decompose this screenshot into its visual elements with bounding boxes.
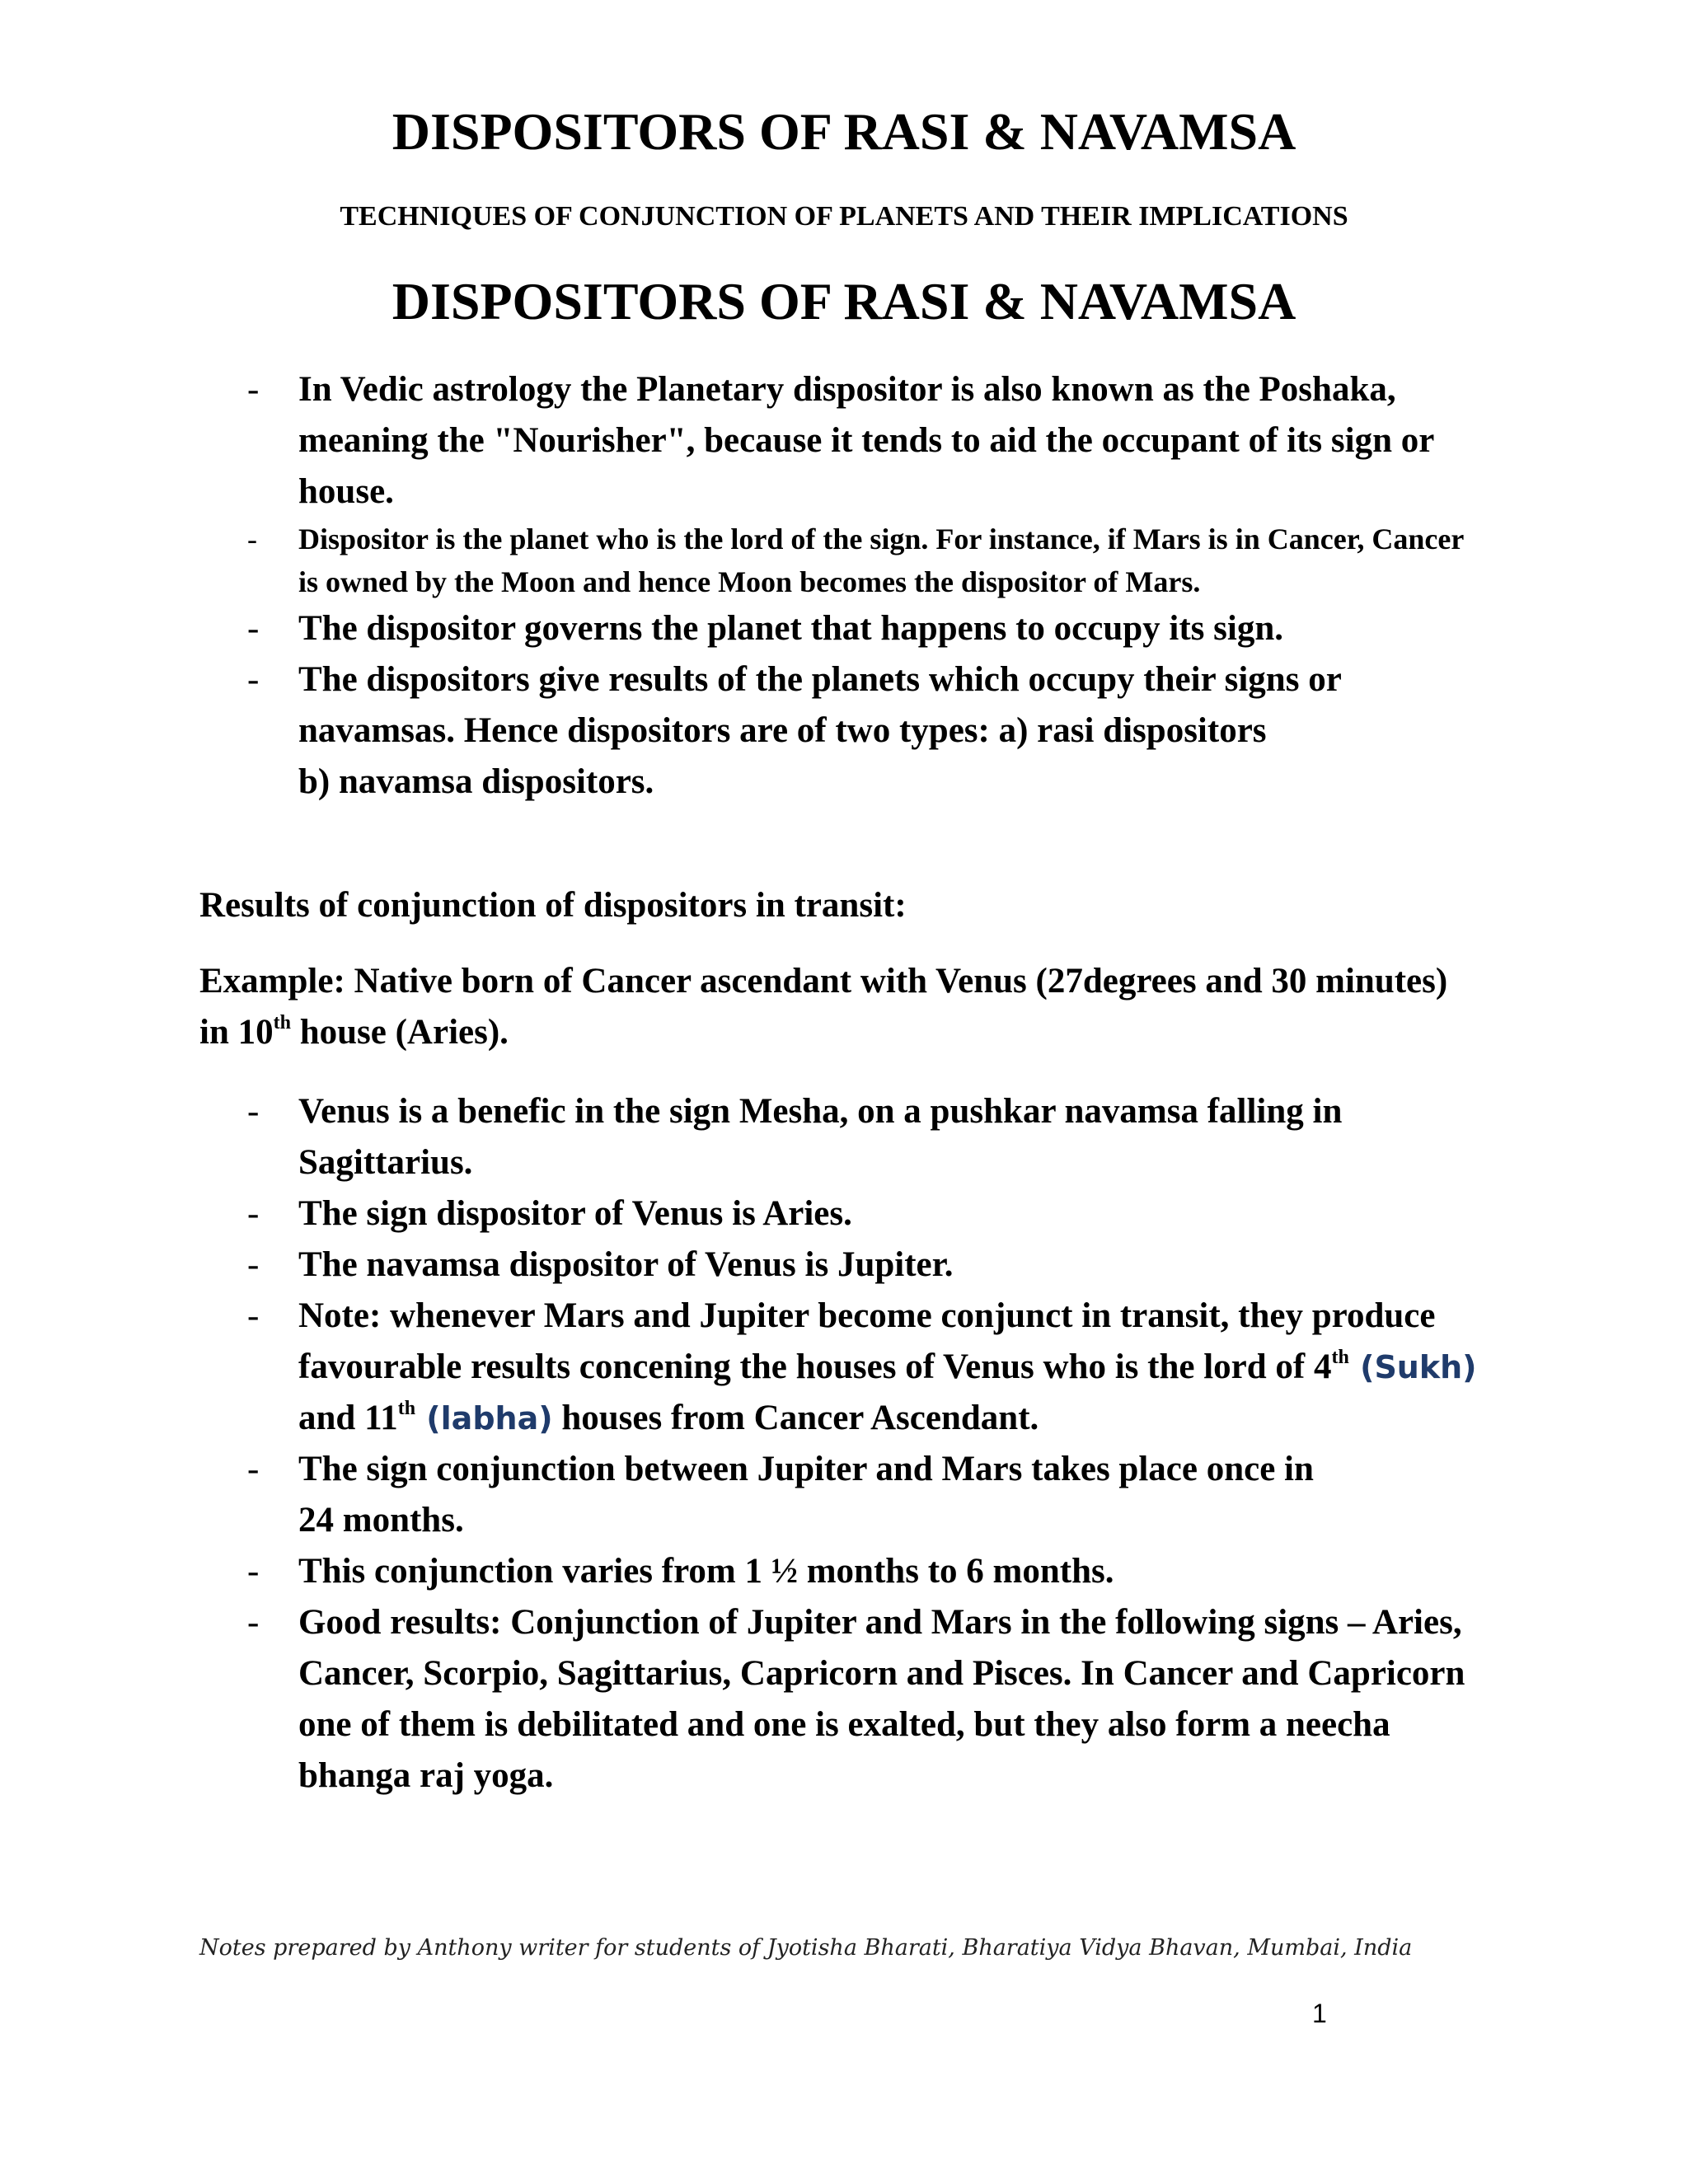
example-bullet-duration: [0, 1546, 1688, 1597]
example-text-end: house (Aries).: [290, 1013, 509, 1052]
labha-label: (labha): [415, 1400, 553, 1436]
bullet-dash: -: [247, 609, 260, 648]
bullet-dash: -: [247, 1450, 260, 1488]
example-bullet-text: Good results: Conjunction of Jupiter and Mars in the following signs – Aries, Cancer, Scorpio, Sagittarius, Capricorn and Pisces. In Cancer and Capricorn one of them is debilitated and one is exalted, but they also form a neecha bhanga raj yoga.: [298, 1603, 1465, 1795]
document-subtitle: TECHNIQUES OF CONJUNCTION OF PLANETS AND THEIR IMPLICATIONS: [340, 201, 1348, 232]
page-number: 1: [1312, 1999, 1327, 2028]
intro-bullet-poshaka: [0, 364, 1688, 518]
section-title: DISPOSITORS OF RASI & NAVAMSA: [392, 272, 1296, 330]
example-superscript: th: [273, 1012, 291, 1033]
example-bullet-sign-dispositor: [0, 1188, 1688, 1240]
bullet-dash: -: [247, 1245, 260, 1284]
document-title: DISPOSITORS OF RASI & NAVAMSA: [392, 102, 1296, 161]
intro-bullet-types: [0, 654, 1688, 808]
intro-bullet-governs: [0, 603, 1688, 654]
bullet-dash: -: [247, 660, 260, 699]
note-superscript: th: [397, 1398, 416, 1419]
example-bullet-text: Venus is a benefic in the sign Mesha, on a pushkar navamsa falling in Sagittarius.: [298, 1092, 1343, 1182]
example-bullet-frequency: [0, 1444, 1688, 1546]
intro-bullet-list: [0, 364, 1688, 808]
bullet-dash: -: [247, 1194, 260, 1233]
note-superscript: th: [1331, 1347, 1349, 1368]
example-bullet-text: The sign dispositor of Venus is Aries.: [298, 1194, 852, 1233]
example-bullet-good-results: [0, 1597, 1688, 1802]
results-heading: Results of conjunction of dispositors in transit:: [199, 886, 907, 925]
example-bullet-list: [0, 1086, 1688, 1802]
example-bullet-navamsa-dispositor: [0, 1240, 1688, 1291]
bullet-dash: -: [247, 523, 257, 555]
example-bullet-text: This conjunction varies from 1 ½ months to 6 months.: [298, 1552, 1114, 1591]
bullet-dash: -: [247, 1552, 260, 1591]
bullet-dash: -: [247, 370, 260, 409]
intro-bullet-text: The dispositor governs the planet that happens to occupy its sign.: [298, 609, 1284, 648]
note-text: and 11: [298, 1399, 398, 1437]
note-text: houses from Cancer Ascendant.: [552, 1399, 1039, 1437]
bullet-dash: -: [247, 1296, 260, 1335]
example-bullet-mesha: [0, 1086, 1688, 1188]
intro-bullet-text: In Vedic astrology the Planetary dispositor is also known as the Poshaka, meaning the "Nourisher", because it tends to aid the occupant of its sign or house.: [298, 370, 1434, 511]
intro-bullet-text-continued: b) navamsa dispositors.: [298, 762, 654, 801]
note-text: Note: whenever Mars and Jupiter become conjunct in transit, they produce favourable results concening the houses of Venus who is the lord of 4: [298, 1296, 1436, 1386]
example-bullet-text: The sign conjunction between Jupiter and Mars takes place once in: [298, 1450, 1314, 1488]
footer-note: Notes prepared by Anthony writer for students of Jyotisha Bharati, Bharatiya Vidya Bhavan, Mumbai, India: [199, 1935, 1413, 1961]
example-bullet-text-continued: 24 months.: [298, 1501, 464, 1540]
example-paragraph: [199, 956, 1485, 1058]
intro-bullet-definition: [0, 518, 1688, 603]
bullet-dash: -: [247, 1603, 260, 1642]
example-bullet-text: The navamsa dispositor of Venus is Jupiter.: [298, 1245, 954, 1284]
bullet-dash: -: [247, 1092, 260, 1131]
example-text: Example: Native born of Cancer ascendant with Venus (27degrees and 30 minutes) in 10: [199, 962, 1448, 1052]
example-bullet-note: [0, 1291, 1688, 1444]
intro-bullet-text: Dispositor is the planet who is the lord of the sign. For instance, if Mars is in Cancer, Cancer is owned by the Moon and hence Moon becomes the dispositor of Mars.: [298, 523, 1464, 598]
intro-bullet-text: The dispositors give results of the planets which occupy their signs or navamsas. Hence dispositors are of two types: a) rasi dispositors: [298, 660, 1342, 750]
sukh-label: (Sukh): [1348, 1349, 1477, 1385]
